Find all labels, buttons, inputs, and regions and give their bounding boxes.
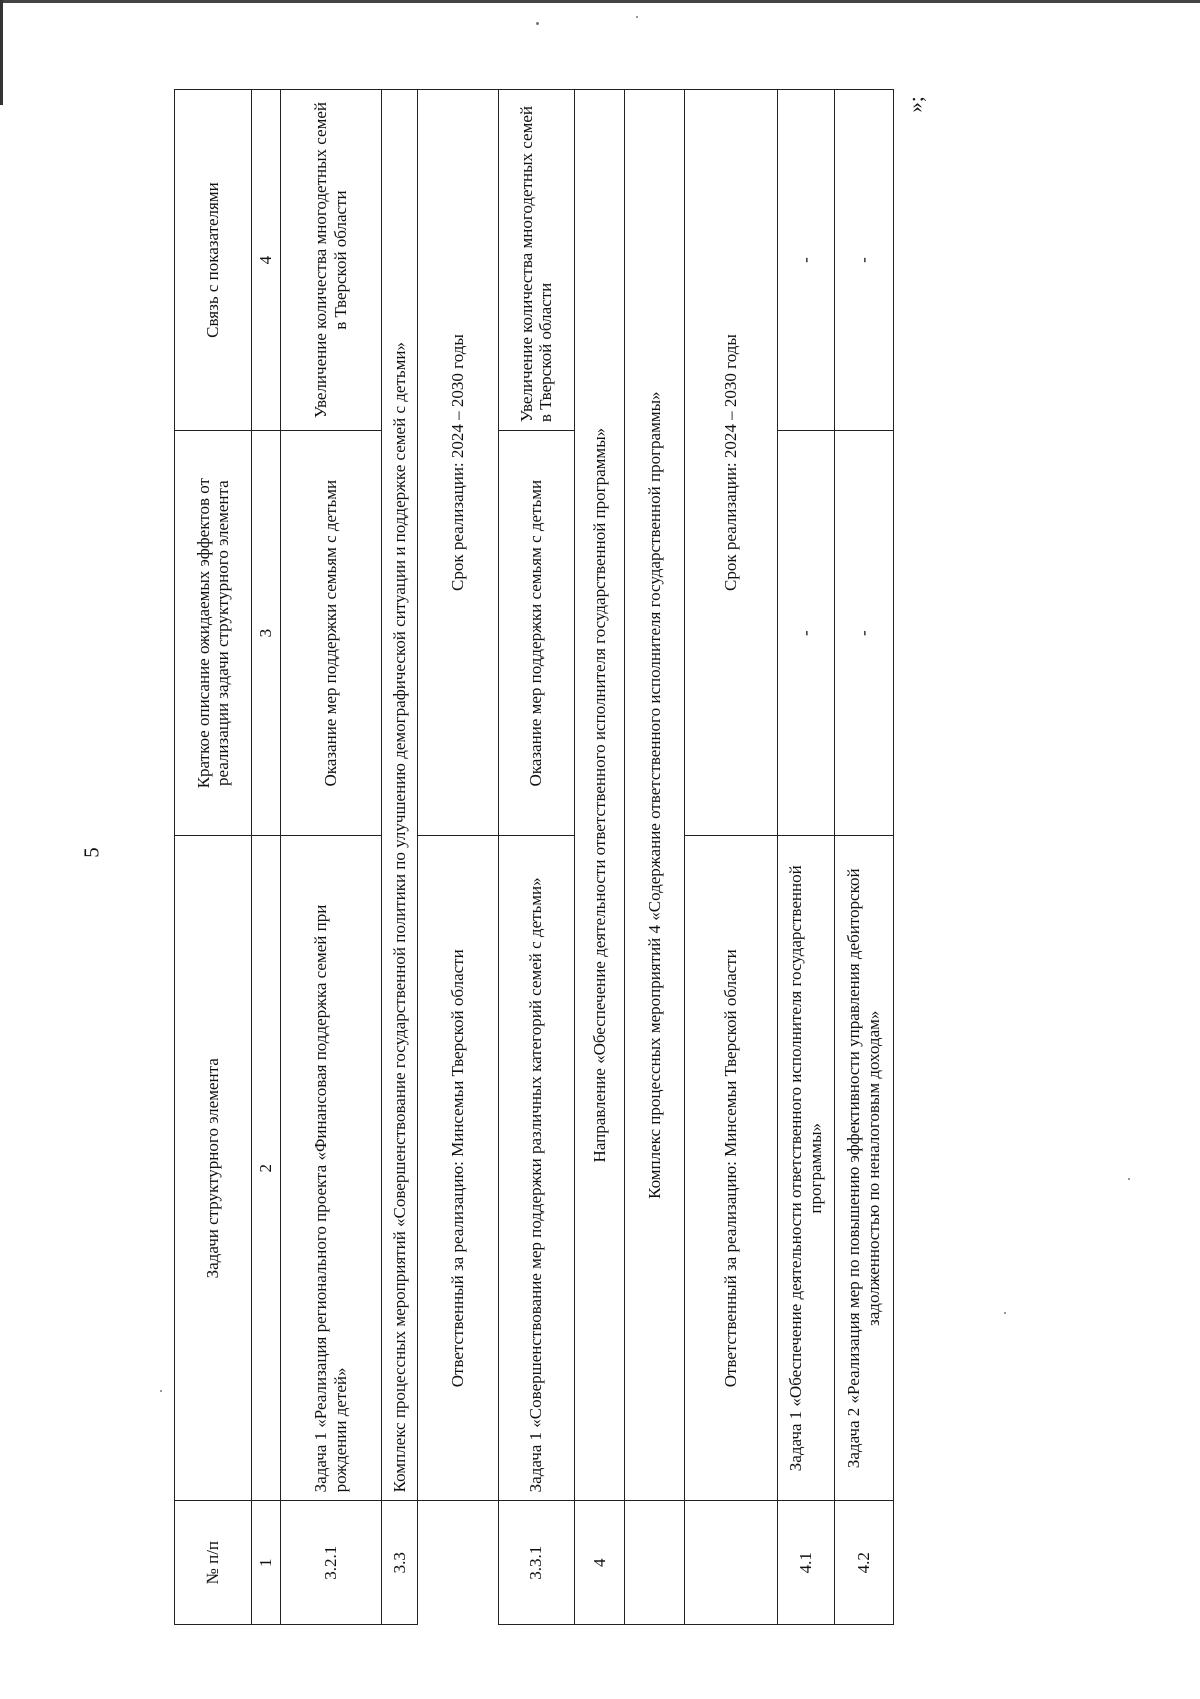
header-links: Связь с показателями <box>175 90 252 431</box>
table-row <box>498 90 574 1625</box>
table-row-section <box>382 90 418 1625</box>
row-num: 4 <box>574 1501 625 1625</box>
section-title: Комплекс процессных мероприятий «Совершенствование государственной политики по улучшению демографической ситуации и поддержке семей с детьми» <box>382 90 418 1501</box>
row-task: Задача 1 «Обеспечение деятельности ответственного исполнителя государственной программы» <box>777 836 834 1501</box>
col-number: 3 <box>252 431 281 836</box>
row-task: Задача 1 «Реализация регионального проекта «Финансовая поддержка семей при рождении детей» <box>280 836 382 1501</box>
structural-element-table <box>174 89 894 1625</box>
responsible-text: Ответственный за реализацию: Минсемьи Тверской области <box>418 836 498 1501</box>
page-number: 5 <box>79 847 104 858</box>
row-effects: - <box>834 431 893 836</box>
table-row <box>834 90 893 1625</box>
section-title: Направление «Обеспечение деятельности ответственного исполнителя государственной программы» <box>574 90 625 1501</box>
column-number-row <box>252 90 281 1625</box>
table-row-responsible <box>684 90 777 1625</box>
scan-edge-left <box>0 0 3 105</box>
row-task: Задача 2 «Реализация мер по повышению эффективности управления дебиторской задолженностью по неналоговым доходам» <box>834 836 893 1501</box>
row-num: 4.2 <box>834 1501 893 1625</box>
table-header-row <box>175 90 252 1625</box>
table-row-section <box>625 90 684 1625</box>
row-effects: Оказание мер поддержки семьям с детьми <box>498 431 574 836</box>
table-row-section <box>574 90 625 1625</box>
empty-cell <box>418 1501 498 1625</box>
header-effects: Краткое описание ожидаемых эффектов от реализации задачи структурного элемента <box>175 431 252 836</box>
row-task: Задача 1 «Совершенствование мер поддержки различных категорий семей с детьми» <box>498 836 574 1501</box>
row-links: Увеличение количества многодетных семей в Тверской области <box>498 90 574 431</box>
scan-speck <box>1004 1312 1006 1314</box>
scan-edge-top <box>0 0 1200 3</box>
table-row-responsible <box>418 90 498 1625</box>
row-num: 3.3.1 <box>498 1501 574 1625</box>
period-text: Срок реализации: 2024 – 2030 годы <box>684 90 777 836</box>
row-links: - <box>777 90 834 431</box>
responsible-text: Ответственный за реализацию: Минсемьи Тверской области <box>684 836 777 1501</box>
table-row <box>280 90 382 1625</box>
empty-cell <box>684 1501 777 1625</box>
row-num: 4.1 <box>777 1501 834 1625</box>
empty-cell <box>625 1501 684 1625</box>
col-number: 2 <box>252 836 281 1501</box>
period-text: Срок реализации: 2024 – 2030 годы <box>418 90 498 836</box>
scan-speck <box>536 22 539 25</box>
row-num: 3.3 <box>382 1501 418 1625</box>
row-links: Увеличение количества многодетных семей в Тверской области <box>280 90 382 431</box>
header-task: Задачи структурного элемента <box>175 836 252 1501</box>
row-links: - <box>834 90 893 431</box>
scan-speck <box>1128 1178 1130 1180</box>
section-title: Комплекс процессных мероприятий 4 «Содержание ответственного исполнителя государственной программы» <box>625 90 684 1501</box>
scan-speck <box>636 16 638 18</box>
col-number: 1 <box>252 1501 281 1625</box>
col-number: 4 <box>252 90 281 431</box>
row-effects: - <box>777 431 834 836</box>
row-effects: Оказание мер поддержки семьям с детьми <box>280 431 382 836</box>
scan-speck <box>160 1390 162 1392</box>
table-row <box>777 90 834 1625</box>
closing-quote-mark: »; <box>903 96 928 113</box>
structural-element-table-container <box>174 89 894 1625</box>
header-num: № п/п <box>175 1501 252 1625</box>
row-num: 3.2.1 <box>280 1501 382 1625</box>
